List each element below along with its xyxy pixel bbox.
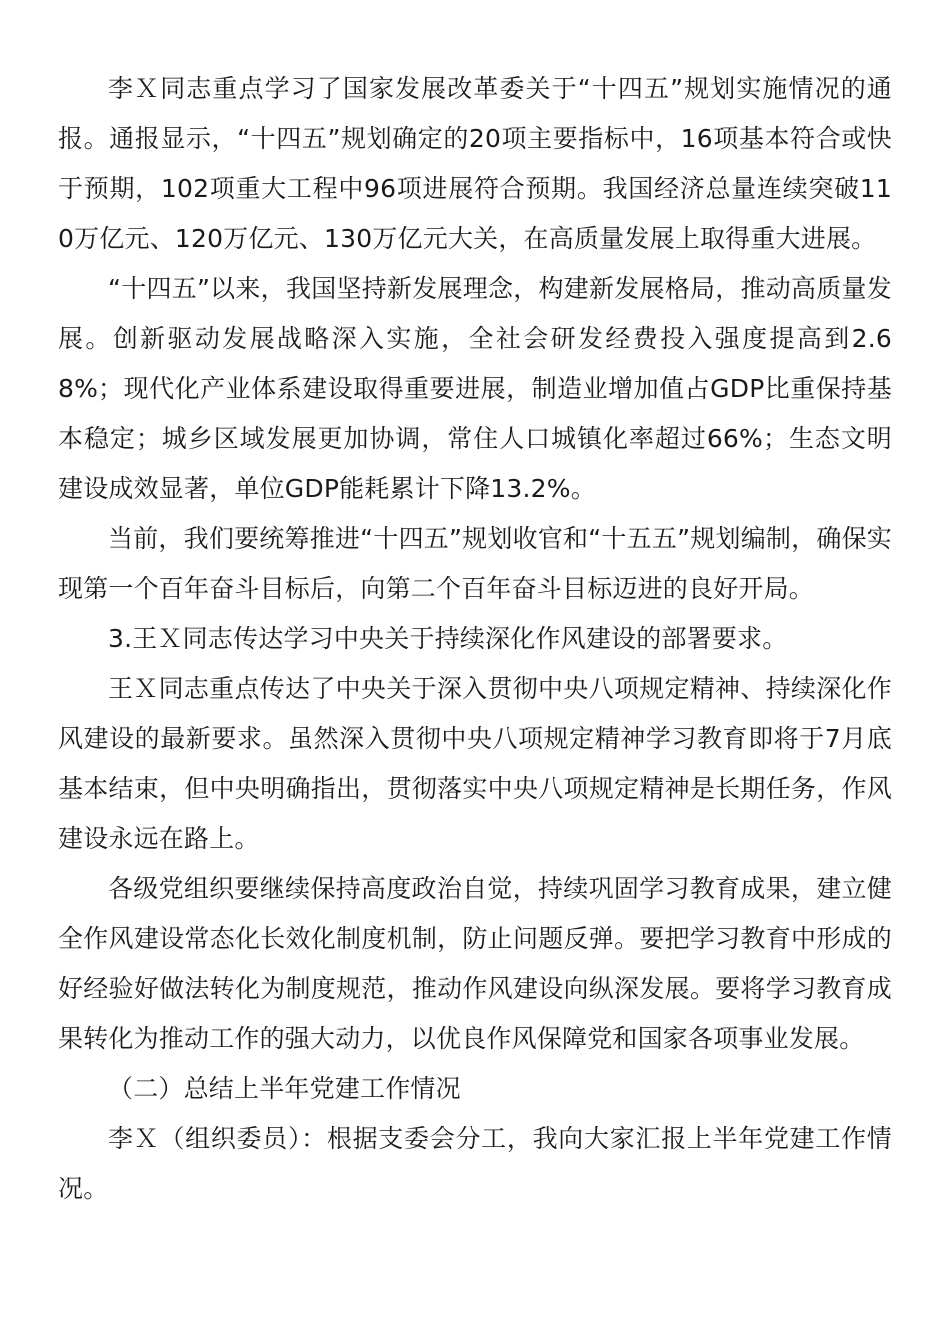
- paragraph-wang-conveyed-requirements: 王Ｘ同志重点传达了中央关于深入贯彻中央八项规定精神、持续深化作风建设的最新要求。虽然深入贯彻中央八项规定精神学习教育即将于7月底基本结束，但中央明确指出，贯彻落实中央八项规定精神是长期任务，作风建设永远在路上。: [58, 674, 892, 853]
- paragraph-li-study-report: 李Ｘ同志重点学习了国家发展改革委关于“十四五”规划实施情况的通报。通报显示，“十四五”规划确定的20项主要指标中，16项基本符合或快于预期，102项重大工程中96项进展符合预期。我国经济总量连续突破110万亿元、120万亿元、130万亿元大关，在高质量发展上取得重大进展。: [58, 74, 892, 253]
- paragraph-party-organizations: 各级党组织要继续保持高度政治自觉，持续巩固学习教育成果，建立健全作风建设常态化长效化制度机制，防止问题反弹。要把学习教育中形成的好经验好做法转化为制度规范，推动作风建设向纵深发展。要将学习教育成果转化为推动工作的强大动力，以优良作风保障党和国家各项事业发展。: [58, 874, 892, 1053]
- paragraph-current-tasks: 当前，我们要统筹推进“十四五”规划收官和“十五五”规划编制，确保实现第一个百年奋斗目标后，向第二个百年奋斗目标迈进的良好开局。: [58, 524, 892, 603]
- section-heading-first-half-summary: （二）总结上半年党建工作情况: [108, 1074, 461, 1103]
- document-body: [58, 64, 892, 1214]
- paragraph-organization-report-intro: 李Ｘ（组织委员）：根据支委会分工，我向大家汇报上半年党建工作情况。: [58, 1124, 892, 1203]
- paragraph-development-achievements: “十四五”以来，我国坚持新发展理念，构建新发展格局，推动高质量发展。创新驱动发展战略深入实施，全社会研发经费投入强度提高到2.68%；现代化产业体系建设取得重要进展，制造业增加值占GDP比重保持基本稳定；城乡区域发展更加协调，常住人口城镇化率超过66%；生态文明建设成效显著，单位GDP能耗累计下降13.2%。: [58, 274, 892, 503]
- paragraph-item-3-heading: 3.王Ｘ同志传达学习中央关于持续深化作风建设的部署要求。: [108, 624, 788, 653]
